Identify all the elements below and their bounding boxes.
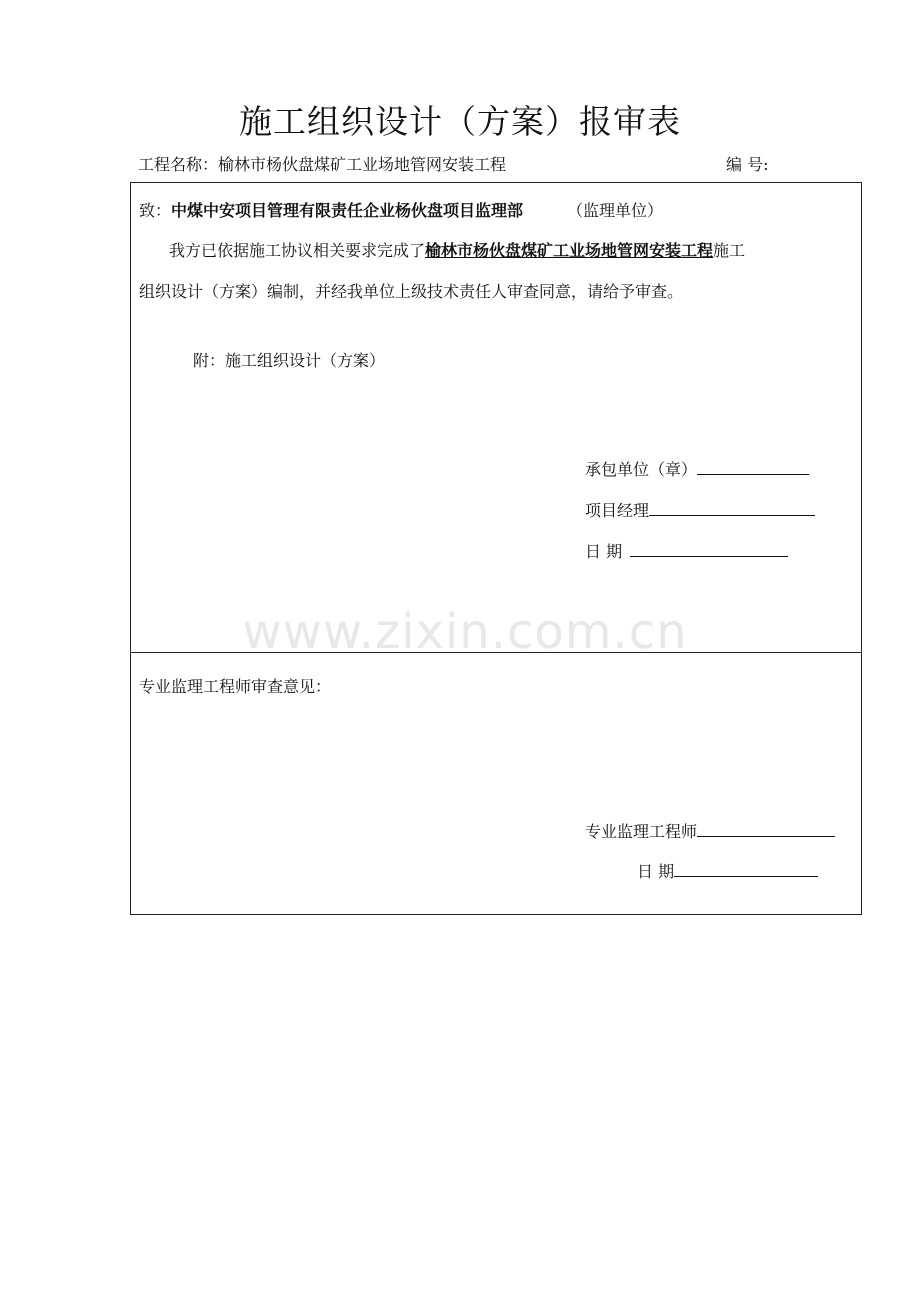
to-org: 中煤中安项目管理有限责任企业杨伙盘项目监理部 (171, 201, 524, 220)
watermark: www.zixin.com.cn (242, 604, 688, 660)
project-name: 榆林市杨伙盘煤矿工业场地管网安装工程 (218, 155, 507, 174)
date-label: 日 期 (585, 542, 623, 561)
to-role: （监理单位） (567, 201, 664, 220)
date-line[interactable] (630, 540, 788, 557)
pm-signature (585, 499, 815, 523)
attachment: 附：施工组织设计（方案） (193, 351, 386, 370)
body-project: 榆林市杨伙盘煤矿工业场地管网安装工程 (425, 241, 714, 260)
body-line-2: 组织设计（方案）编制，并经我单位上级技术责任人审查同意，请给予审查。 (139, 282, 684, 301)
body-prefix: 我方已依据施工协议相关要求完成了 (169, 241, 426, 260)
project-label: 工程名称： (138, 155, 219, 174)
to-line (139, 199, 663, 223)
body-suffix: 施工 (713, 241, 746, 260)
engineer-signature (585, 820, 835, 844)
contractor-signature (585, 458, 809, 482)
form-table (130, 182, 862, 915)
date-signature (585, 540, 788, 564)
document-title: 施工组织设计（方案）报审表 (239, 102, 681, 141)
engineer-date-line[interactable] (674, 860, 818, 877)
contractor-label: 承包单位（章） (585, 460, 698, 479)
number-label: 编 号: (726, 155, 769, 174)
project-line (138, 152, 506, 175)
engineer-date (637, 860, 818, 884)
pm-label: 项目经理 (585, 501, 650, 520)
engineer-date-label: 日 期 (637, 862, 675, 881)
to-label: 致： (139, 201, 172, 220)
header-row (138, 152, 778, 178)
engineer-line[interactable] (697, 820, 835, 837)
engineer-label: 专业监理工程师 (585, 822, 698, 841)
contractor-line[interactable] (697, 458, 809, 475)
body-line-1 (169, 239, 745, 263)
review-heading: 专业监理工程师审查意见： (139, 677, 332, 696)
pm-line[interactable] (649, 499, 815, 516)
